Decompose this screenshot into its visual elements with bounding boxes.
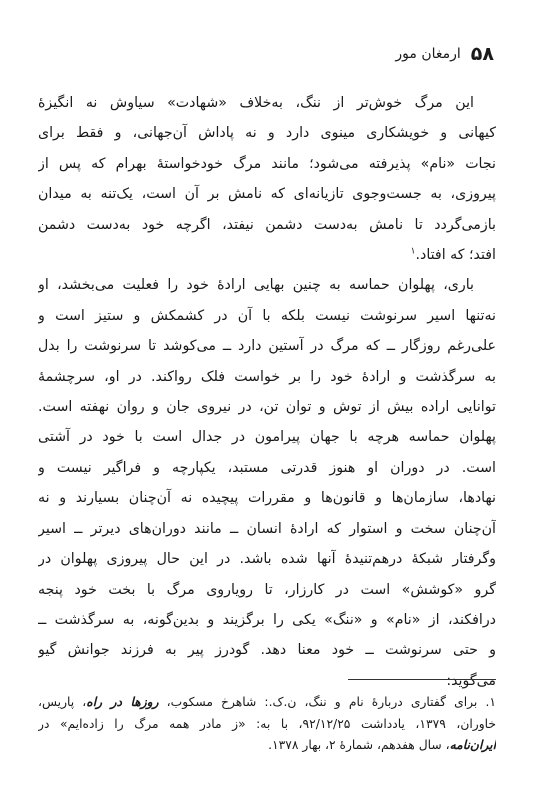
page-number: ۵۸ xyxy=(470,43,494,65)
text-line: پهلوان حماسه هرچه با جهان پیرامون در جدال است با خود در آشتی xyxy=(38,429,496,446)
text-line: می‌گوید: xyxy=(446,672,496,689)
text-line: و حتی سرنوشت ــ خود معنا دهد. گودرز پیر به فرزند جوانش گیو xyxy=(38,642,496,659)
text-line-content: افتد؛ که افتاد. xyxy=(415,247,496,264)
footnote-text: ۱. برای گفتاری دربارهٔ نام و ننگ، ن.ک.: شاهرخ مسکوب، xyxy=(158,695,496,709)
book-title: روزها در راه xyxy=(86,695,159,709)
footnote-line xyxy=(38,735,496,757)
footnote-text: ، پاریس، xyxy=(38,695,87,709)
text-line: کیهانی و خویشکاری مینوی دارد و نه پاداش آن‌جهانی، و فقط برای xyxy=(38,125,496,142)
footnote-line xyxy=(38,692,496,714)
text-line: به سرگذشت و ارادهٔ خود را بر خواست فلک رواکند. در او، سرچشمهٔ xyxy=(38,368,496,385)
text-line: بازمی‌گردد تا نامش به‌دست دشمن نیفتد، اگرچه خود به‌دست دشمن xyxy=(38,216,496,233)
footnote xyxy=(38,692,496,757)
text-line: نهادها، سازمان‌ها و قانون‌ها و مقررات پیچیده نه آن‌چنان بسیارند و نه xyxy=(38,490,496,507)
footnote-text: ، سال هفدهم، شمارهٔ ۲، بهار ۱۳۷۸. xyxy=(268,738,450,752)
text-line: گرو «کوشش» است در کارزار، تا رویاروی مرگ با بخت خود پنجه xyxy=(38,581,496,598)
text-line: علی‌رغم روزگار ــ که مرگ در آستین دارد ــ می‌کوشد تا سرنوشت را بدل xyxy=(38,338,496,355)
running-title: ارمغان مور xyxy=(395,46,461,62)
body-text xyxy=(38,88,496,696)
paragraph-2 xyxy=(38,270,496,696)
text-line: باری، پهلوان حماسه به چنین بهایی ارادهٔ خود را فعلیت می‌بخشد، او xyxy=(38,277,474,294)
text-line: این مرگ خوش‌تر از ننگ، به‌خلاف «شهادت» سیاوش نه انگیزهٔ xyxy=(38,95,474,111)
text-line xyxy=(38,240,496,270)
text-line: است. در دوران او هنوز قدرتی مستبد، یکپارچه و فراگیر نیست و xyxy=(38,459,496,476)
text-line: پیروزی، به جست‌وجوی تازیانه‌ای که نامش بر آن است، یک‌تنه به میدان xyxy=(38,186,496,203)
text-line: وگرفتار شبکهٔ درهم‌تنیدهٔ آنها شده باشد. در این حال پیروزی پهلوان در xyxy=(38,551,496,568)
text-line: آن‌چنان سخت و استوار که ارادهٔ انسان ــ مانند دوران‌های دیرتر ــ اسیر xyxy=(38,520,496,537)
text-line: توانایی اراده بیش از توش و توان تن، در نیروی جان و روان نهفته است. xyxy=(38,399,496,416)
journal-title: ایران‌نامه xyxy=(449,738,496,752)
text-line: درافکند، از «نام» و «ننگ» یکی را برگزیند و بدین‌گونه، به سرگذشت ــ xyxy=(38,611,496,628)
footnote-mark[interactable]: ۱ xyxy=(410,246,416,257)
paragraph-1 xyxy=(38,88,496,270)
footnote-line: خاوران، ۱۳۷۹، یادداشت ۹۲/۱۲/۲۵، با به: «ز مادر همه مرگ را زاده‌ایم» در xyxy=(38,716,496,731)
page-header xyxy=(40,42,494,66)
text-line: نه‌تنها اسیر سرنوشت نیست بلکه با آن در کشمکش و ستیز است و xyxy=(38,307,496,324)
text-line: نجات «نام» پذیرفته می‌شود؛ مانند مرگ خودخواستهٔ بهرام که پس از xyxy=(38,155,496,172)
footnote-separator xyxy=(348,679,496,680)
